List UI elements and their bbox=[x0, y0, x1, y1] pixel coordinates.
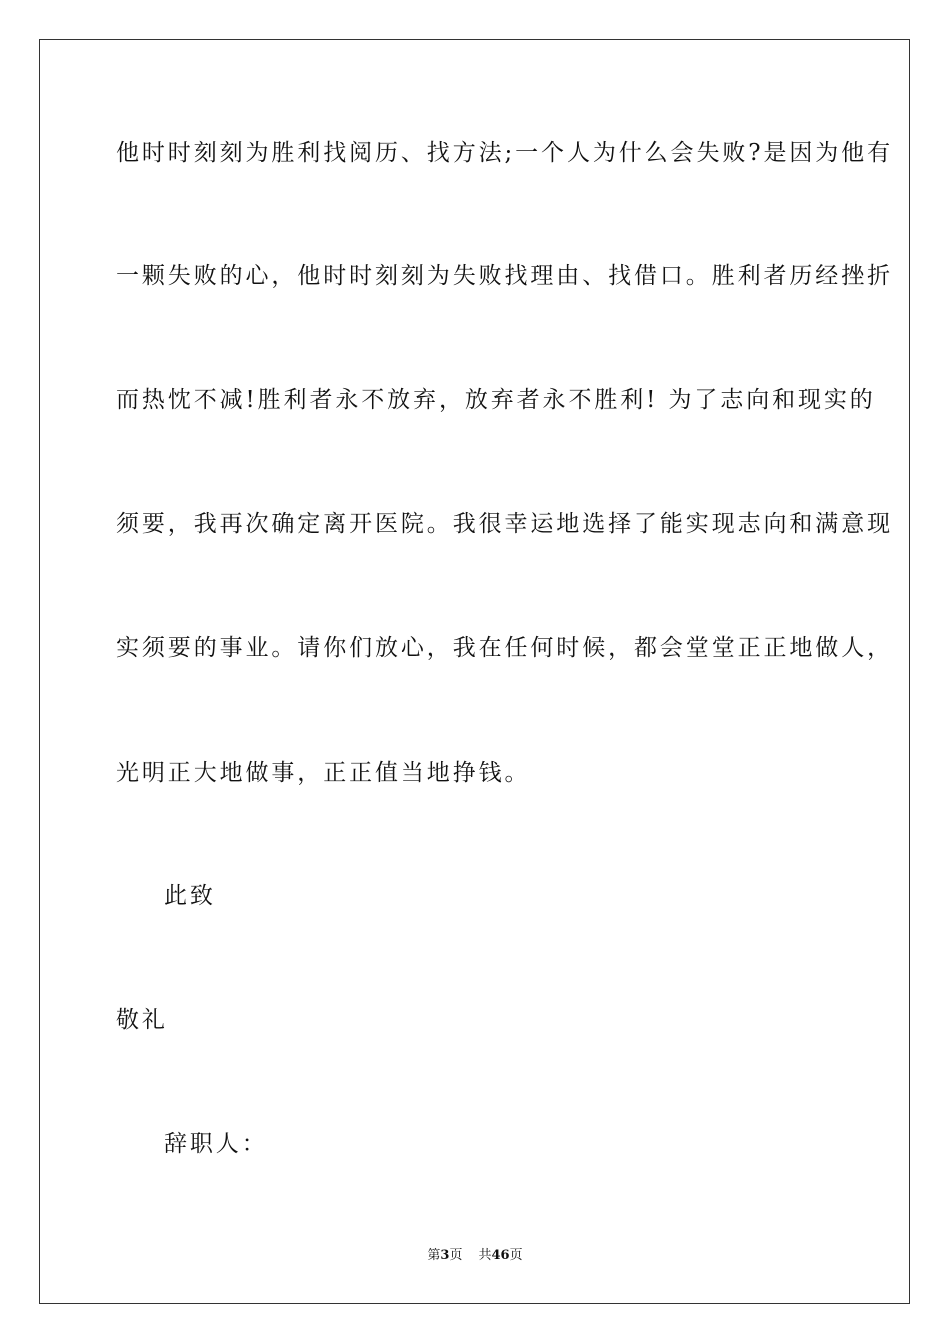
footer-total-prefix: 共 bbox=[478, 1248, 492, 1263]
page-footer bbox=[0, 1248, 950, 1264]
body-line-2: 一颗失败的心，他时时刻刻为失败找理由、找借口。胜利者历经挫折 bbox=[116, 263, 893, 289]
body-line-6: 光明正大地做事，正正值当地挣钱。 bbox=[116, 760, 531, 786]
footer-total-suffix: 页 bbox=[509, 1248, 523, 1263]
closing-salute: 敬礼 bbox=[116, 1007, 168, 1033]
closing-greeting: 此致 bbox=[164, 883, 216, 909]
footer-page-suffix: 页 bbox=[449, 1248, 463, 1263]
body-line-5: 实须要的事业。请你们放心，我在任何时候，都会堂堂正正地做人， bbox=[116, 635, 893, 661]
footer-page-prefix: 第 bbox=[427, 1248, 441, 1263]
signature-label: 辞职人： bbox=[164, 1131, 268, 1157]
body-line-1: 他时时刻刻为胜利找阅历、找方法;一个人为什么会失败?是因为他有 bbox=[116, 140, 893, 166]
page-border bbox=[39, 39, 910, 1304]
body-line-3: 而热忱不减!胜利者永不放弃，放弃者永不胜利! 为了志向和现实的 bbox=[116, 387, 876, 413]
footer-page-number: 3 bbox=[440, 1248, 450, 1263]
footer-total-pages: 46 bbox=[491, 1248, 510, 1263]
body-line-4: 须要，我再次确定离开医院。我很幸运地选择了能实现志向和满意现 bbox=[116, 511, 893, 537]
